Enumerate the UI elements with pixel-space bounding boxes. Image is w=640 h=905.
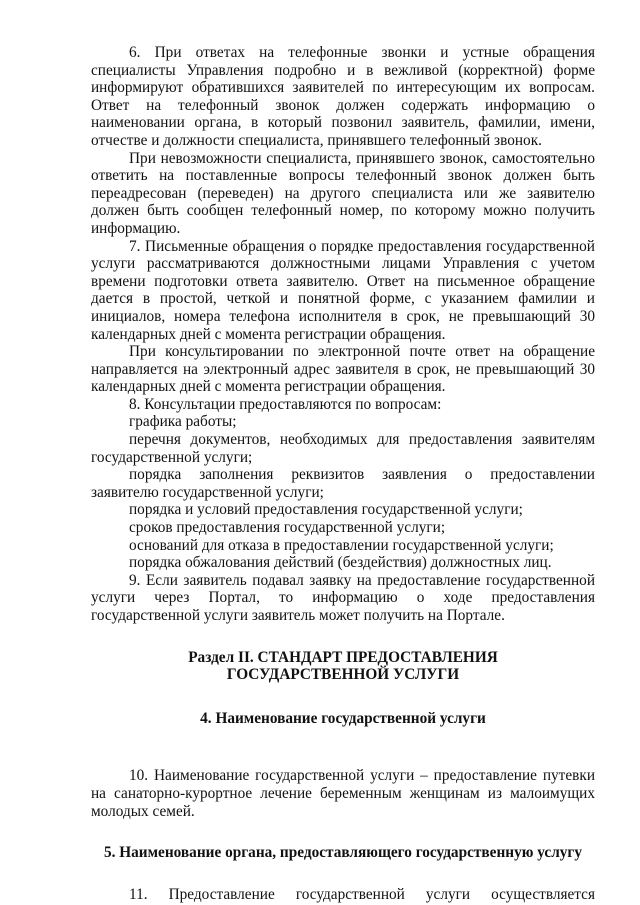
section-2-title (91, 649, 595, 684)
list-item: перечня документов, необходимых для предоставления заявителям государственной услуги; (91, 431, 595, 466)
paragraph-9: 9. Если заявитель подавал заявку на предоставление государственной услуги через Портал, то информацию о ходе предоставления государственной услуги заявитель может получить на Портале. (91, 571, 595, 624)
subsection-5-title: 5. Наименование органа, предоставляющего государственную услугу (103, 844, 583, 862)
paragraph-6: 6. При ответах на телефонные звонки и устные обращения специалисты Управления подробно и в вежливой (корректной) форме информируют обратившихся заявителей по интересующим их вопросам. Ответ на телефонный звонок должен содержать информацию о наименовании органа, в который позвонил заявитель, фамилии, имени, отчестве и должности специалиста, принявшего телефонный звонок. (91, 44, 595, 149)
paragraph-7: 7. Письменные обращения о порядке предоставления государственной услуги рассматриваются должностными лицами Управления с учетом времени подготовки ответа заявителю. Ответ на письменное обращение дается в простой, четкой и понятной форме, с указанием фамилии и инициалов, номера телефона исполнителя в срок, не превышающий 30 календарных дней с момента регистрации обращения. (91, 237, 595, 343)
list-item: порядка и условий предоставления государственной услуги; (129, 501, 523, 519)
paragraph-11: 11. Предоставление государственной услуги осуществляется (129, 885, 595, 903)
list-item: графика работы; (129, 413, 237, 431)
paragraph-7-continued: При консультировании по электронной почте ответ на обращение направляется на электронный адрес заявителя в срок, не превышающий 30 календарных дней с момента регистрации обращения. (91, 343, 595, 396)
list-item: порядка обжалования действий (бездействия) должностных лиц. (129, 554, 552, 572)
subsection-4-title: 4. Наименование государственной услуги (200, 709, 486, 727)
list-item: порядка заполнения реквизитов заявления о предоставлении заявителю государственной услуги; (91, 466, 595, 501)
document-page (91, 44, 595, 903)
section-2-title-line-1: Раздел II. СТАНДАРТ ПРЕДОСТАВЛЕНИЯ (188, 648, 498, 666)
paragraph-10: 10. Наименование государственной услуги – предоставление путевки на санаторно-курортное лечение беременным женщинам из малоимущих молодых семей. (91, 767, 595, 820)
list-item: оснований для отказа в предоставлении государственной услуги; (129, 536, 554, 554)
paragraph-6-continued: При невозможности специалиста, принявшего звонок, самостоятельно ответить на поставленные вопросы телефонный звонок должен быть переадресован (переведен) на другого специалиста или же заявителю должен быть сообщен телефонный номер, по которому можно получить информацию. (91, 149, 595, 237)
paragraph-8: 8. Консультации предоставляются по вопросам: (129, 395, 442, 413)
section-2-title-line-2: ГОСУДАРСТВЕННОЙ УСЛУГИ (226, 666, 460, 684)
list-item: сроков предоставления государственной услуги; (129, 519, 446, 537)
